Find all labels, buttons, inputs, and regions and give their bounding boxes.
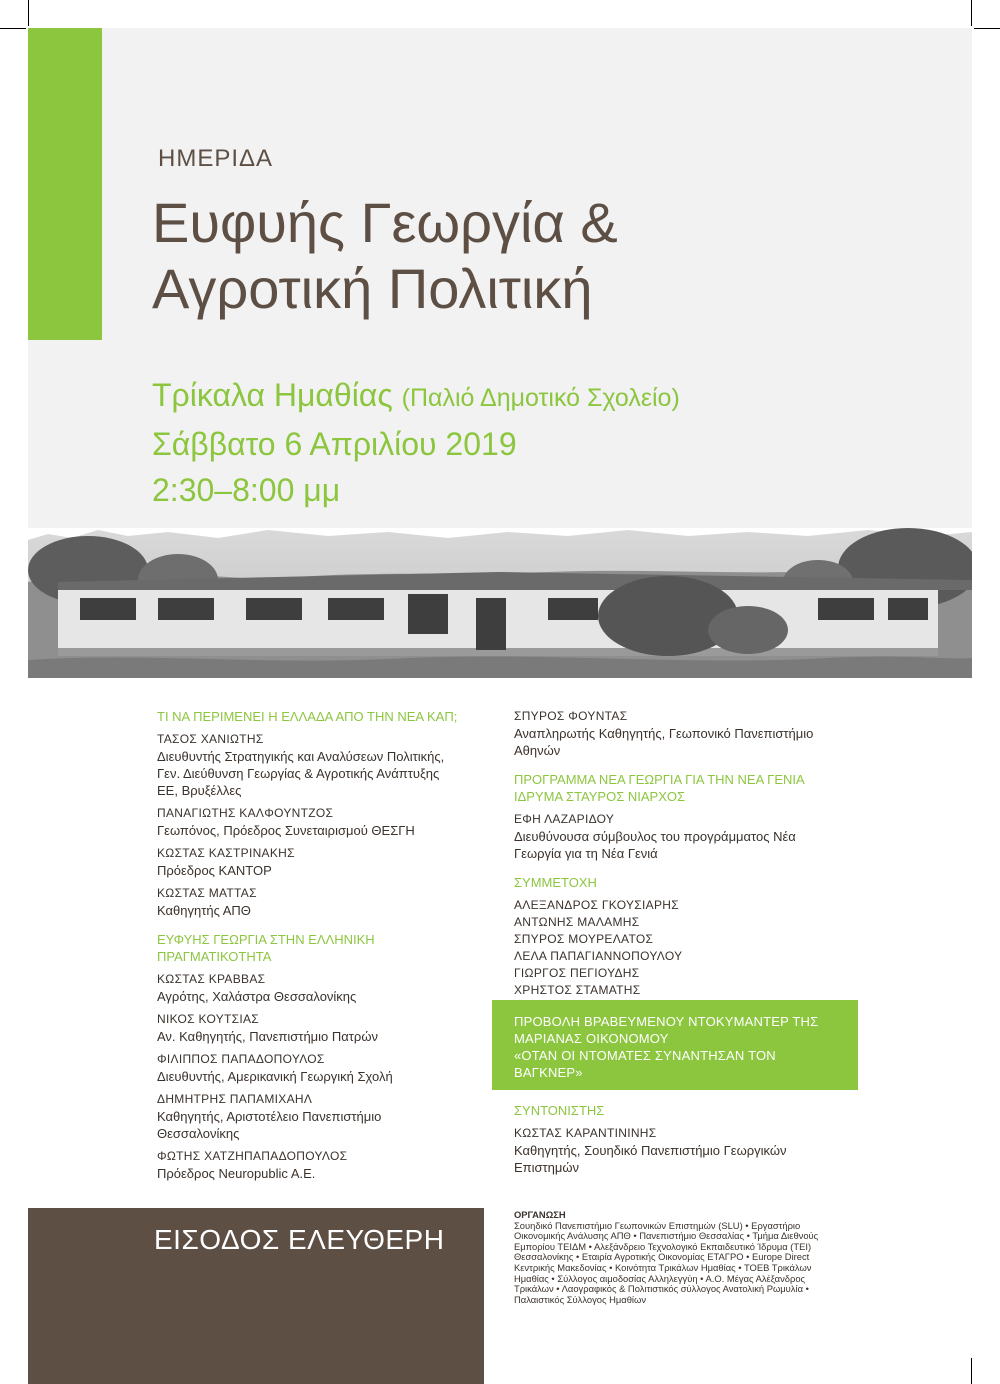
speaker-name: ΔΗΜΗΤΡΗΣ ΠΑΠΑΜΙΧΑΗΛ <box>157 1092 313 1106</box>
speaker-name: ΚΩΣΤΑΣ ΜΑΤΤΑΣ <box>157 886 257 900</box>
speaker-entry <box>157 1148 467 1182</box>
participants-list <box>514 897 834 999</box>
event-details <box>152 372 680 513</box>
speaker-role: Διευθύνουσα σύμβουλος του προγράμματος Νέα <box>514 829 796 844</box>
crop-mark <box>974 28 1000 29</box>
organizers-line: Θεσσαλονίκης • Εταιρία Αγροτικής Οικονομίας ΕΤΑΓΡΟ • Europe Direct <box>514 1251 810 1263</box>
speaker-role: Καθηγητής, Σουηδικό Πανεπιστήμιο Γεωργικών <box>514 1143 787 1158</box>
crop-mark <box>28 0 29 26</box>
speaker-name: ΦΩΤΗΣ ΧΑΤΖΗΠΑΠΑΔΟΠΟΥΛΟΣ <box>157 1149 348 1163</box>
speaker-role: Αν. Καθηγητής, Πανεπιστήμιο Πατρών <box>157 1029 378 1044</box>
documentary-screening-box <box>492 1000 858 1090</box>
speaker-role: Πρόεδρος ΚΑΝΤΟΡ <box>157 863 272 878</box>
accent-bar <box>28 28 102 340</box>
speaker-name: ΠΑΝΑΓΙΩΤΗΣ ΚΑΛΦΟΥΝΤΖΟΣ <box>157 806 334 820</box>
speaker-role: Αναπληρωτής Καθηγητής, Γεωπονικό Πανεπιστήμιο <box>514 726 814 741</box>
speaker-name: ΚΩΣΤΑΣ ΚΑΣΤΡΙΝΑΚΗΣ <box>157 846 295 860</box>
film-line: ΒΑΓΚΝΕΡ» <box>514 1065 583 1080</box>
speaker-name: ΣΠΥΡΟΣ ΦΟΥΝΤΑΣ <box>514 709 628 723</box>
participant-name: ΑΝΤΩΝΗΣ ΜΑΛΑΜΗΣ <box>514 915 640 929</box>
organizers-line: Ημαθίας • Σύλλογος αιμοδοσίας Αλληλεγγύη • Α.Ο. Μέγας Αλέξανδρος <box>514 1272 806 1284</box>
speaker-entry <box>157 1011 467 1045</box>
speaker-role: Θεσσαλονίκης <box>157 1126 240 1141</box>
event-title <box>152 190 618 322</box>
participant-name: ΣΠΥΡΟΣ ΜΟΥΡΕΛΑΤΟΣ <box>514 932 654 946</box>
crop-mark <box>971 1358 972 1384</box>
speaker-entry <box>157 1051 467 1085</box>
coordinator-block <box>514 1102 834 1176</box>
section-heading: ΣΥΜΜΕΤΟΧΗ <box>514 875 597 890</box>
organizers-label: ΟΡΓΑΝΩΣΗ <box>514 1209 566 1220</box>
crop-mark <box>0 28 26 29</box>
speaker-role: Γεωπόνος, Πρόεδρος Συνεταιρισμού ΘΕΣΓΗ <box>157 823 415 838</box>
speaker-name: ΚΩΣΤΑΣ ΚΑΡΑΝΤΙΝΙΝΗΣ <box>514 1126 657 1140</box>
section-heading: ΤΙ ΝΑ ΠΕΡΙΜΕΝΕΙ Η ΕΛΛΑΔΑ ΑΠΟ ΤΗΝ ΝΕΑ ΚΑΠ; <box>157 709 458 724</box>
speaker-name: ΦΙΛΙΠΠΟΣ ΠΑΠΑΔΟΠΟΥΛΟΣ <box>157 1052 325 1066</box>
title-line-1: Ευφυής Γεωργία & <box>152 191 618 254</box>
event-kicker: ΗΜΕΡΙΔΑ <box>158 145 274 172</box>
speaker-entry <box>514 708 834 759</box>
section-heading-line: ΕΥΦΥΗΣ ΓΕΩΡΓΙΑ ΣΤΗΝ ΕΛΛΗΝΙΚΗ <box>157 932 375 947</box>
speaker-name: ΚΩΣΤΑΣ ΚΡΑΒΒΑΣ <box>157 972 266 986</box>
speaker-entry <box>157 885 467 919</box>
event-date: Σάββατο 6 Απριλίου 2019 <box>152 426 517 462</box>
speaker-entry <box>514 811 834 862</box>
film-line: ΠΡΟΒΟΛΗ ΒΡΑΒΕΥΜΕΝΟΥ ΝΤΟΚΥΜΑΝΤΕΡ ΤΗΣ <box>514 1014 819 1029</box>
participant-name: ΑΛΕΞΑΝΔΡΟΣ ΓΚΟΥΣΙΑΡΗΣ <box>514 898 679 912</box>
organizers-line: Σουηδικό Πανεπιστήμιο Γεωπονικών Επιστημών (SLU) • Εργαστήριο <box>514 1219 801 1231</box>
free-entry-banner <box>28 1208 484 1384</box>
organizers-line: Τρικάλων • Λαογραφικός & Πολιτιστικός σύλλογος Ανατολική Ρωμυλία • <box>514 1283 809 1295</box>
section-heading-line: ΠΡΟΓΡΑΜΜΑ ΝΕΑ ΓΕΩΡΓΙΑ ΓΙΑ ΤΗΝ ΝΕΑ ΓΕΝΙΑ <box>514 772 805 787</box>
participant-name: ΓΙΩΡΓΟΣ ΠΕΓΙΟΥΔΗΣ <box>514 966 640 980</box>
program-right-column <box>514 708 834 999</box>
location-note: (Παλιό Δημοτικό Σχολείο) <box>401 384 680 412</box>
speaker-name: ΕΦΗ ΛΑΖΑΡΙΔΟΥ <box>514 812 615 826</box>
participant-name: ΧΡΗΣΤΟΣ ΣΤΑΜΑΤΗΣ <box>514 983 641 997</box>
event-location <box>152 372 680 421</box>
speaker-entry <box>157 731 467 799</box>
speaker-role: Διευθυντής Στρατηγικής και Αναλύσεων Πολιτικής, <box>157 749 445 764</box>
section-heading: ΣΥΝΤΟΝΙΣΤΗΣ <box>514 1103 605 1118</box>
participant-name: ΛΕΛΑ ΠΑΠΑΓΙΑΝΝΟΠΟΥΛΟΥ <box>514 949 683 963</box>
speaker-role: Αγρότης, Χαλάστρα Θεσσαλονίκης <box>157 989 357 1004</box>
speaker-role: Γεν. Διεύθυνση Γεωργίας & Αγροτικής Ανάπτυξης <box>157 766 440 781</box>
organizers-line: Εμπορίου ΤΕΙΔΜ • Αλεξάνδρειο Τεχνολογικό Εκπαιδευτικό Ίδρυμα (ΤΕΙ) <box>514 1240 812 1252</box>
section-heading <box>514 771 834 805</box>
film-line: ΜΑΡΙΑΝΑΣ ΟΙΚΟΝΟΜΟΥ <box>514 1031 669 1046</box>
school-building-photo <box>28 520 972 678</box>
organizers-block <box>514 1210 864 1305</box>
film-line: «ΟΤΑΝ ΟΙ ΝΤΟΜΑΤΕΣ ΣΥΝΑΝΤΗΣΑΝ ΤΟΝ <box>514 1048 776 1063</box>
speaker-entry <box>514 1125 834 1176</box>
speaker-role: ΕΕ, Βρυξέλλες <box>157 783 242 798</box>
section-heading <box>157 931 467 965</box>
program-left-column <box>157 708 467 1182</box>
location-name: Τρίκαλα Ημαθίας <box>152 377 393 413</box>
speaker-role: Γεωργία για τη Νέα Γενιά <box>514 846 658 861</box>
speaker-entry <box>157 971 467 1005</box>
speaker-role: Πρόεδρος Neuropublic A.E. <box>157 1166 316 1181</box>
organizers-line: Κεντρικής Μακεδονίας • Κοινότητα Τρικάλων Ημαθίας • ΤΟΕΒ Τρικάλων <box>514 1261 812 1273</box>
speaker-role: Καθηγητής ΑΠΘ <box>157 903 251 918</box>
organizers-line: Οικονομικής Ανάλυσης ΑΠΘ • Πανεπιστήμιο Θεσσαλίας • Τμήμα Διεθνούς <box>514 1230 819 1242</box>
speaker-role: Καθηγητής, Αριστοτέλειο Πανεπιστήμιο <box>157 1109 382 1124</box>
speaker-role: Επιστημών <box>514 1160 580 1175</box>
free-entry-text: ΕΙΣΟΔΟΣ ΕΛΕΥΘΕΡΗ <box>154 1224 445 1255</box>
speaker-name: ΤΑΣΟΣ ΧΑΝΙΩΤΗΣ <box>157 732 264 746</box>
event-time: 2:30–8:00 μμ <box>152 472 341 508</box>
speaker-entry <box>157 1091 467 1142</box>
speaker-role: Αθηνών <box>514 743 561 758</box>
section-heading-line: ΠΡΑΓΜΑΤΙΚΟΤΗΤΑ <box>157 949 272 964</box>
organizers-line: Παλαιστικός Σύλλογος Ημαθίων <box>514 1293 647 1305</box>
title-line-2: Αγροτική Πολιτική <box>152 257 593 320</box>
crop-mark <box>971 0 972 26</box>
speaker-entry <box>157 845 467 879</box>
section-heading-line: ΙΔΡΥΜΑ ΣΤΑΥΡΟΣ ΝΙΑΡΧΟΣ <box>514 789 686 804</box>
speaker-name: ΝΙΚΟΣ ΚΟΥΤΣΙΑΣ <box>157 1012 260 1026</box>
speaker-entry <box>157 805 467 839</box>
speaker-role: Διευθυντής, Αμερικανική Γεωργική Σχολή <box>157 1069 393 1084</box>
